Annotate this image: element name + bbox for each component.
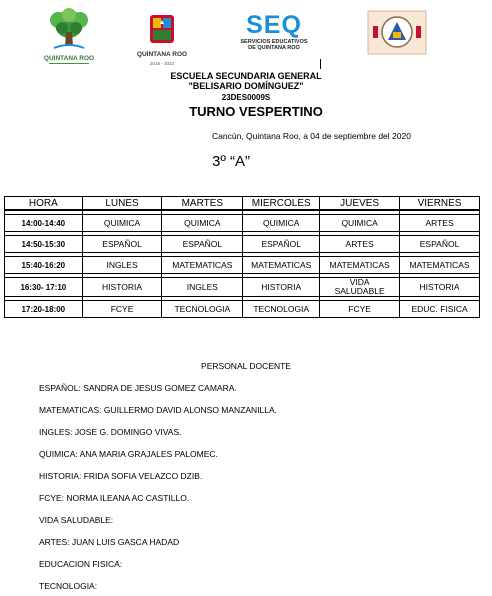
school-subname: "BELISARIO DOMÍNGUEZ" [188, 81, 304, 91]
state-seal-icon [132, 12, 192, 46]
subject-cell: FCYE [320, 301, 400, 318]
school-code: 23DES0009S [221, 93, 271, 102]
subject-cell: MATEMATICAS [320, 257, 400, 274]
state-logo-caption: QUINTANA ROO [136, 51, 188, 58]
divider [320, 59, 321, 69]
tree-logo-caption: QUINTANA ROO [43, 55, 95, 62]
subject-cell: HISTORIA [400, 278, 480, 297]
subject-cell: HISTORIA [243, 278, 320, 297]
header-lunes: LUNES [82, 197, 162, 211]
staff-title: PERSONAL DOCENTE [201, 361, 291, 371]
group-label: 3º “A” [212, 153, 250, 170]
shift-title: TURNO VESPERTINO [189, 104, 323, 119]
seq-caption-1: SERVICIOS EDUCATIVOS [240, 39, 308, 45]
header-jueves: JUEVES [320, 197, 400, 211]
staff-line: EDUCACION FISICA: [39, 559, 123, 569]
subject-cell: INGLES [162, 278, 243, 297]
subject-cell: QUIMICA [243, 215, 320, 232]
subject-cell: MATEMATICAS [162, 257, 243, 274]
subject-cell: ARTES [320, 236, 400, 253]
subject-cell: ARTES [400, 215, 480, 232]
staff-line: ESPAÑOL: SANDRA DE JESUS GOMEZ CAMARA. [39, 383, 237, 393]
tree-logo-rule [49, 63, 89, 64]
subject-cell: TECNOLOGIA [243, 301, 320, 318]
subject-cell: MATEMATICAS [400, 257, 480, 274]
staff-line: TECNOLOGIA: [39, 581, 98, 591]
header-viernes: VIERNES [400, 197, 480, 211]
date-line: Cancún, Quintana Roo, a 04 de septiembre del 2020 [212, 131, 411, 141]
table-row [5, 301, 480, 318]
staff-line: QUIMICA: ANA MARIA GRAJALES PALOMEC. [39, 449, 218, 459]
subject-cell: TECNOLOGIA [162, 301, 243, 318]
staff-line: ARTES: JUAN LUIS GASCA HADAD [39, 537, 180, 547]
header-miercoles: MIERCOLES [243, 197, 320, 211]
staff-line: HISTORIA: FRIDA SOFIA VELAZCO DZIB. [39, 471, 203, 481]
table-row [5, 278, 480, 297]
table-row [5, 236, 480, 253]
state-logo-years: 2016 - 2022 [149, 61, 175, 66]
subject-cell: ESPAÑOL [162, 236, 243, 253]
schedule-header-row [5, 197, 480, 211]
subject-cell: ESPAÑOL [400, 236, 480, 253]
staff-line: FCYE: NORMA ILEANA AC CASTILLO. [39, 493, 190, 503]
seq-title: SEQ [246, 11, 302, 39]
table-row [5, 257, 480, 274]
time-cell: 17:20-18:00 [5, 301, 83, 318]
school-emblem-logo [367, 10, 427, 55]
school-emblem-icon [367, 10, 427, 55]
subject-cell: QUIMICA [162, 215, 243, 232]
school-name: ESCUELA SECUNDARIA GENERAL [170, 71, 322, 81]
table-row [5, 215, 480, 232]
time-cell: 15:40-16:20 [5, 257, 83, 274]
time-cell: 14:00-14:40 [5, 215, 83, 232]
staff-line: INGLES: JOSE G. DOMINGO VIVAS. [39, 427, 182, 437]
subject-cell: VIDA SALUDABLE [320, 278, 400, 297]
header-hora: HORA [5, 197, 83, 211]
quintana-roo-tree-logo [36, 8, 102, 66]
subject-cell: INGLES [82, 257, 162, 274]
subject-cell: HISTORIA [82, 278, 162, 297]
header-martes: MARTES [162, 197, 243, 211]
subject-cell: EDUC. FISICA [400, 301, 480, 318]
subject-cell: ESPAÑOL [243, 236, 320, 253]
time-cell: 14:50-15:30 [5, 236, 83, 253]
subject-cell: QUIMICA [82, 215, 162, 232]
schedule-table [4, 196, 480, 318]
subject-cell: FCYE [82, 301, 162, 318]
time-cell: 16:30- 17:10 [5, 278, 83, 297]
staff-line: VIDA SALUDABLE: [39, 515, 114, 525]
seq-logo [232, 12, 316, 60]
seq-caption-2: DE QUINTANA ROO [248, 45, 300, 51]
staff-line: MATEMATICAS: GUILLERMO DAVID ALONSO MANZANILLA. [39, 405, 278, 415]
subject-cell: MATEMATICAS [243, 257, 320, 274]
subject-cell: QUIMICA [320, 215, 400, 232]
quintana-roo-state-logo [132, 12, 192, 66]
subject-cell: ESPAÑOL [82, 236, 162, 253]
tree-icon [36, 8, 102, 52]
